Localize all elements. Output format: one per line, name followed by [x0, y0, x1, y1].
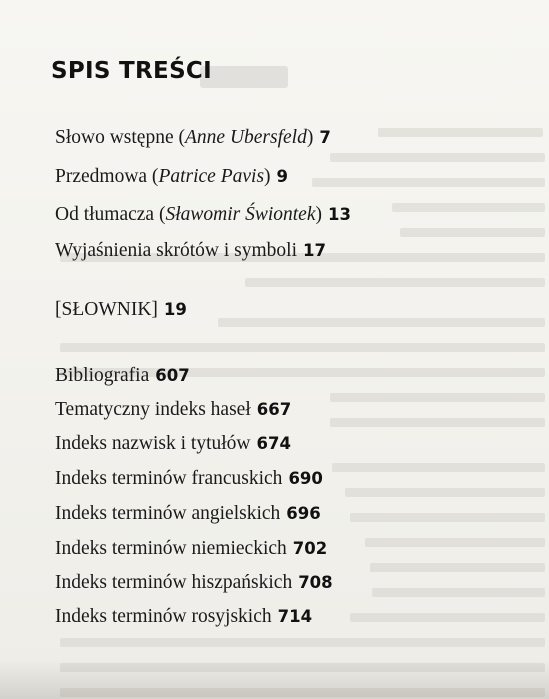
toc-entry-paren: ) [306, 127, 314, 148]
toc-entry [55, 240, 326, 262]
toc-entry-author: Sławomir Świontek [165, 204, 316, 225]
toc-entry [55, 127, 331, 149]
toc-entry-page-number: 690 [288, 469, 323, 488]
toc-entry [55, 166, 288, 188]
toc-entry [55, 468, 323, 490]
toc-entry [55, 572, 333, 594]
toc-heading: SPIS TREŚCI [51, 58, 212, 84]
toc-entry-title: Bibliografia [55, 365, 150, 386]
toc-entry [55, 299, 187, 321]
toc-entry-page-number: 714 [277, 607, 313, 626]
toc-entry-title: Indeks terminów angielskich [55, 503, 281, 524]
toc-entry-paren: ) [315, 204, 322, 225]
toc-entry-page-number: 674 [256, 434, 291, 453]
toc-entry [55, 503, 321, 525]
toc-entry-page-number: 19 [163, 300, 187, 319]
toc-entry-page-number: 708 [298, 573, 333, 592]
toc-entry [55, 399, 291, 421]
toc-entry-page-number: 9 [276, 167, 289, 186]
toc-entry-title: Indeks terminów francuskich [55, 468, 283, 489]
toc-entry-title: Przedmowa ( [55, 166, 159, 187]
toc-entry-title: Wyjaśnienia skrótów i symboli [55, 240, 298, 261]
toc-entry-title: Indeks terminów rosyjskich [55, 606, 272, 627]
toc-entry-title: Słowo wstępne ( [55, 127, 185, 148]
toc-entry-author: Patrice Pavis [158, 166, 265, 187]
toc-entry-page-number: 702 [292, 539, 328, 558]
page-bottom-shadow [0, 659, 549, 699]
toc-entry-title: Od tłumacza ( [55, 204, 166, 225]
toc-entry-page-number: 696 [286, 504, 321, 523]
toc-entry-page-number: 607 [155, 366, 190, 385]
toc-entry-author: Anne Ubersfeld [185, 127, 307, 148]
toc-entry-page-number: 17 [303, 241, 326, 260]
toc-entry [55, 365, 190, 387]
toc-entry-paren: ) [264, 166, 271, 187]
toc-entry-page-number: 667 [256, 400, 292, 419]
toc-entry-title: [SŁOWNIK] [55, 299, 158, 320]
toc-entry-title: Indeks nazwisk i tytułów [55, 433, 251, 454]
toc-entry-page-number: 13 [328, 205, 351, 224]
toc-entry-title: Indeks terminów hiszpańskich [55, 572, 293, 593]
toc-entry-page-number: 7 [319, 128, 331, 147]
toc-entry-title: Indeks terminów niemieckich [55, 538, 287, 559]
toc-entry [55, 606, 312, 628]
toc-entry-title: Tematyczny indeks haseł [55, 399, 251, 420]
toc-entry [55, 538, 327, 560]
toc-entry [55, 433, 291, 455]
toc-entry [55, 204, 351, 226]
